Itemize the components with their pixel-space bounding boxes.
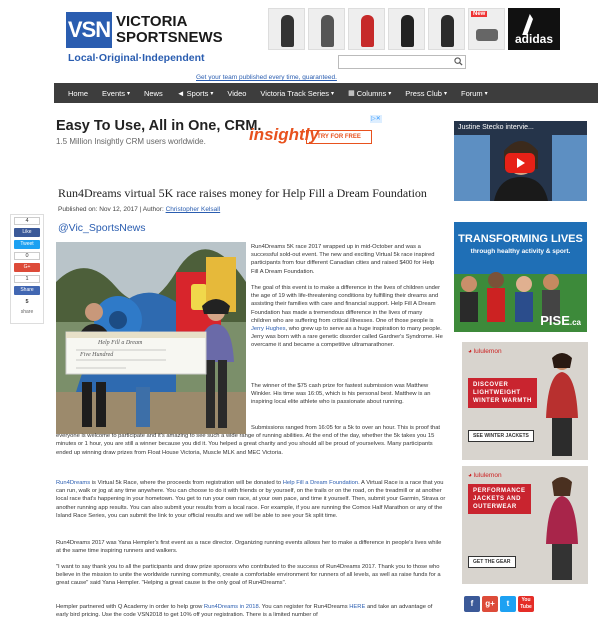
search-icon[interactable] — [454, 57, 463, 66]
facebook-count: 4 — [14, 217, 40, 225]
lulu-model-image — [540, 348, 584, 456]
search-input[interactable] — [338, 55, 466, 69]
adidas-logo[interactable]: adidas — [508, 8, 560, 50]
article-byline — [58, 206, 220, 213]
get-the-gear-button[interactable]: GET THE GEAR — [468, 556, 516, 568]
pise-ad-subline: through healthy activity & sport. — [470, 248, 571, 255]
ad-subtext: 1.5 Million Insightly CRM users worldwide. — [56, 137, 206, 146]
video-title: Justine Stecko intervie... — [458, 124, 534, 131]
caret-down-icon: ▾ — [484, 90, 488, 97]
nav-news[interactable] — [137, 89, 170, 98]
lululemon-logo: ◕ lululemon — [468, 472, 502, 479]
lululemon-ad-2[interactable] — [462, 466, 588, 584]
ad-headline: Easy To Use, All in One, CRM. — [56, 118, 262, 134]
nav-label: News — [143, 88, 163, 98]
google-plus-icon[interactable]: g+ — [482, 596, 498, 612]
facebook-icon[interactable]: f — [464, 596, 480, 612]
ad-product-thumb[interactable] — [348, 8, 385, 50]
run4dreams-link[interactable]: Run4Dreams — [56, 480, 91, 486]
pise-suffix: .ca — [569, 318, 581, 327]
nav-label: Forum — [461, 88, 483, 98]
article-paragraph: Run4Dreams 2017 was Yana Hempler's first event as a race director. Organizing running events allows her to make a difference in people's lives while at the same time inspiring runners and walkers. — [56, 540, 442, 555]
paragraph-text: , who grew up to serve as a huge inspiration to many people. Jerry was born with a rare genetic disorder called Gardner's Syndrome. He overcame it and became a competitive ultramarathoner. — [251, 326, 443, 349]
lulu-ad-text — [468, 378, 537, 408]
caret-down-icon: ▾ — [388, 90, 392, 97]
promo-link[interactable]: Get your team published every time, guaranteed. — [196, 74, 337, 81]
pise-ad-headline: TRANSFORMING LIVES — [458, 233, 583, 245]
ad-product-thumb[interactable] — [468, 8, 505, 50]
caret-down-icon: ▾ — [331, 90, 335, 97]
ad-product-thumb[interactable] — [388, 8, 425, 50]
nav-press-club[interactable] — [398, 89, 454, 98]
cheque-payee: Help Fill a Dream — [98, 340, 143, 346]
jerry-hughes-link[interactable]: Jerry Hughes — [251, 326, 286, 333]
gplus-label: G+ — [23, 264, 31, 270]
share-total: 5 — [14, 298, 40, 306]
paragraph-text: is Virtual 5k Race, where the proceeds from registration will be donated to — [90, 480, 283, 486]
nav-label: Home — [68, 88, 89, 98]
article-paragraph: Run4Dreams 5K race 2017 wrapped up in mid-October and was a successful sold-out event. The new and exciting Virtual 5k race inspired participants from four different Canadian cities and raised $400 for Help Fill A Dream Foundation. — [251, 244, 435, 275]
lululemon-logo: ◕ lululemon — [468, 348, 502, 355]
ad-line: WINTER WARMTH — [473, 398, 532, 404]
try-free-button[interactable]: TRY FOR FREE — [306, 130, 372, 144]
ad-product-thumb[interactable] — [268, 8, 305, 50]
lululemon-ad-1[interactable] — [462, 342, 588, 460]
article-paragraph: "I want to say thank you to all the participants and draw prize sponsors who contributed to the success of Run4Dreams 2017. Thank you to those who believe in the mission to unite the worldwide running community, create a comfortable environment for runners of all levels, as well as raise funds for a great cause" said Yana Hempler. "Helping a great cause is the only goal of Run4Dreams". — [56, 564, 441, 587]
nav-label: Press Club — [405, 88, 442, 98]
facebook-share-button[interactable] — [14, 286, 40, 295]
article-paragraph: The winner of the $75 cash prize for fastest submission was Matthew Winkler. His time was 16:05, which is his personal best. Matthew is an inspiring local elite athlete who is passionate about running. — [251, 383, 431, 406]
columns-icon: ▦ — [348, 90, 355, 97]
paragraph-text: Hempler partnered with Q Academy in order to help grow — [56, 604, 204, 610]
nav-label: Sports — [186, 88, 209, 98]
nav-events[interactable] — [95, 89, 137, 98]
lulu-model-image — [540, 472, 584, 580]
ad-line: OUTERWEAR — [473, 504, 517, 510]
paragraph-text: . You can register for Run4Dreams — [258, 604, 350, 610]
paragraph-text: The goal of this event is to make a difference in the lives of children under the age of 19 with life-threatening conditions by fulfilling their dreams and assisting their families with care and financial support. Help Fill A Dream Foundation has made a tremendous difference in the lives of many children who are suffering from critical illnesses. One of those people is — [251, 285, 441, 324]
share-count: 1 — [14, 275, 40, 283]
article-paragraph — [56, 603, 446, 619]
social-links — [464, 596, 534, 612]
tweet-button[interactable] — [14, 240, 40, 249]
caret-down-icon: ▾ — [210, 90, 214, 97]
caret-down-icon: ▾ — [443, 90, 447, 97]
gplus-count: 0 — [14, 252, 40, 260]
pise-brand: PISE — [540, 313, 570, 328]
run4dreams-2018-link[interactable]: Run4Dreams in 2018 — [203, 604, 259, 610]
nav-home[interactable] — [54, 89, 95, 98]
site-tagline: Local·Original·Independent — [68, 52, 205, 64]
pise-ad[interactable] — [454, 222, 587, 332]
article-title: Run4Dreams virtual 5K race raises money for Help Fill a Dream Foundation — [58, 186, 427, 200]
nav-video[interactable] — [220, 89, 253, 98]
ad-line: PERFORMANCE — [473, 488, 526, 494]
ad-product-thumb[interactable] — [428, 8, 465, 50]
new-badge: New — [473, 11, 486, 17]
see-winter-jackets-button[interactable]: SEE WINTER JACKETS — [468, 430, 534, 442]
ad-line: DISCOVER — [473, 382, 509, 388]
ad-choices-icon[interactable]: ▷✕ — [371, 116, 381, 122]
main-nav — [54, 83, 598, 103]
gplus-button[interactable] — [14, 263, 40, 272]
ad-product-thumb[interactable] — [308, 8, 345, 50]
insightly-ad[interactable] — [56, 118, 382, 162]
ad-line: LIGHTWEIGHT — [473, 390, 521, 396]
article-paragraph — [251, 284, 443, 350]
nav-label: Columns — [356, 88, 387, 98]
paragraph-text: and take an advantage of early bird pricing. Use the code VSN2018 to get 10% off your registration. There is a limited number of — [56, 604, 433, 619]
author-link[interactable]: Christopher Kelsall — [165, 206, 221, 213]
nav-columns[interactable] — [341, 89, 398, 98]
article-paragraph: Submissions ranged from 16:05 for a 5k to over an hour. This is proof that everyone is welcome to participate and it's amazing to see such a wide range of running abilities. At the end of the day, whether the 5k takes you 15 minutes or 1 hour, you are still a winner because you did it. You helped a great charity and you should all be proud of yourselves. Many participants ended up winning draw prizes from Float House Victoria, Muscle MLK and MEC Victoria. — [56, 425, 441, 456]
youtube-icon[interactable]: You Tube — [518, 596, 534, 612]
lulu-ad-text — [468, 484, 531, 514]
site-logo[interactable] — [66, 12, 223, 64]
insightly-logo: insightly — [249, 125, 319, 144]
lululemon-brand: lululemon — [473, 348, 502, 355]
nav-label: Events — [102, 88, 125, 98]
nav-victoria-track-series[interactable] — [253, 89, 341, 98]
nav-label: Video — [227, 88, 247, 98]
twitter-handle[interactable]: @Vic_SportsNews — [58, 222, 146, 234]
article-paragraph — [56, 479, 446, 520]
tweet-label: Tweet — [20, 241, 34, 247]
register-here-link[interactable]: HERE — [349, 604, 366, 610]
header-product-ad[interactable] — [268, 8, 592, 50]
sports-icon: ◄ — [176, 88, 185, 98]
nav-forum[interactable] — [454, 89, 495, 98]
article-photo — [56, 242, 246, 434]
paragraph-text: . A Virtual Race is a race that you can run, walk or jog at any time anywhere. You can choose to do it with friends or by yourself, on the trails or on the road, on the treadmill or at another local race that's happening in your hometown. You get to run your own race, at your own pace, and time it yourself. Then, submit your Garmin, Strava or another running app results. You can also submit your results from a local race. For example, if you are running the Comox Half Marathon or any of the Island Race Series, you can submit the link to your official results and we will be able to see your 5k split time. — [56, 480, 446, 519]
pise-logo — [540, 313, 581, 328]
share-label: Share — [20, 287, 34, 293]
play-icon[interactable] — [505, 153, 535, 173]
lululemon-brand: lululemon — [473, 472, 502, 479]
help-fill-a-dream-link[interactable]: Help Fill a Dream Foundation — [282, 480, 359, 486]
video-embed[interactable] — [454, 121, 587, 201]
photo-illustration — [56, 242, 246, 434]
nav-label: Victoria Track Series — [260, 88, 330, 98]
nav-sports[interactable] — [170, 89, 221, 98]
logo-line-1: VICTORIA — [116, 13, 188, 30]
caret-down-icon: ▾ — [126, 90, 130, 97]
logo-mark: VSN — [66, 12, 112, 48]
logo-wordmark — [116, 14, 223, 46]
facebook-like-label: Like — [22, 229, 32, 235]
facebook-like-button[interactable] — [14, 228, 40, 237]
cheque-amount: Five Hundred — [80, 352, 114, 358]
ad-line: JACKETS AND — [473, 496, 521, 502]
twitter-icon[interactable]: t — [500, 596, 516, 612]
logo-line-2: SPORTSNEWS — [116, 29, 223, 46]
share-caption: share — [20, 309, 34, 315]
share-widget — [10, 214, 44, 324]
published-date: Published on: Nov 12, 2017 | Author: — [58, 206, 164, 213]
